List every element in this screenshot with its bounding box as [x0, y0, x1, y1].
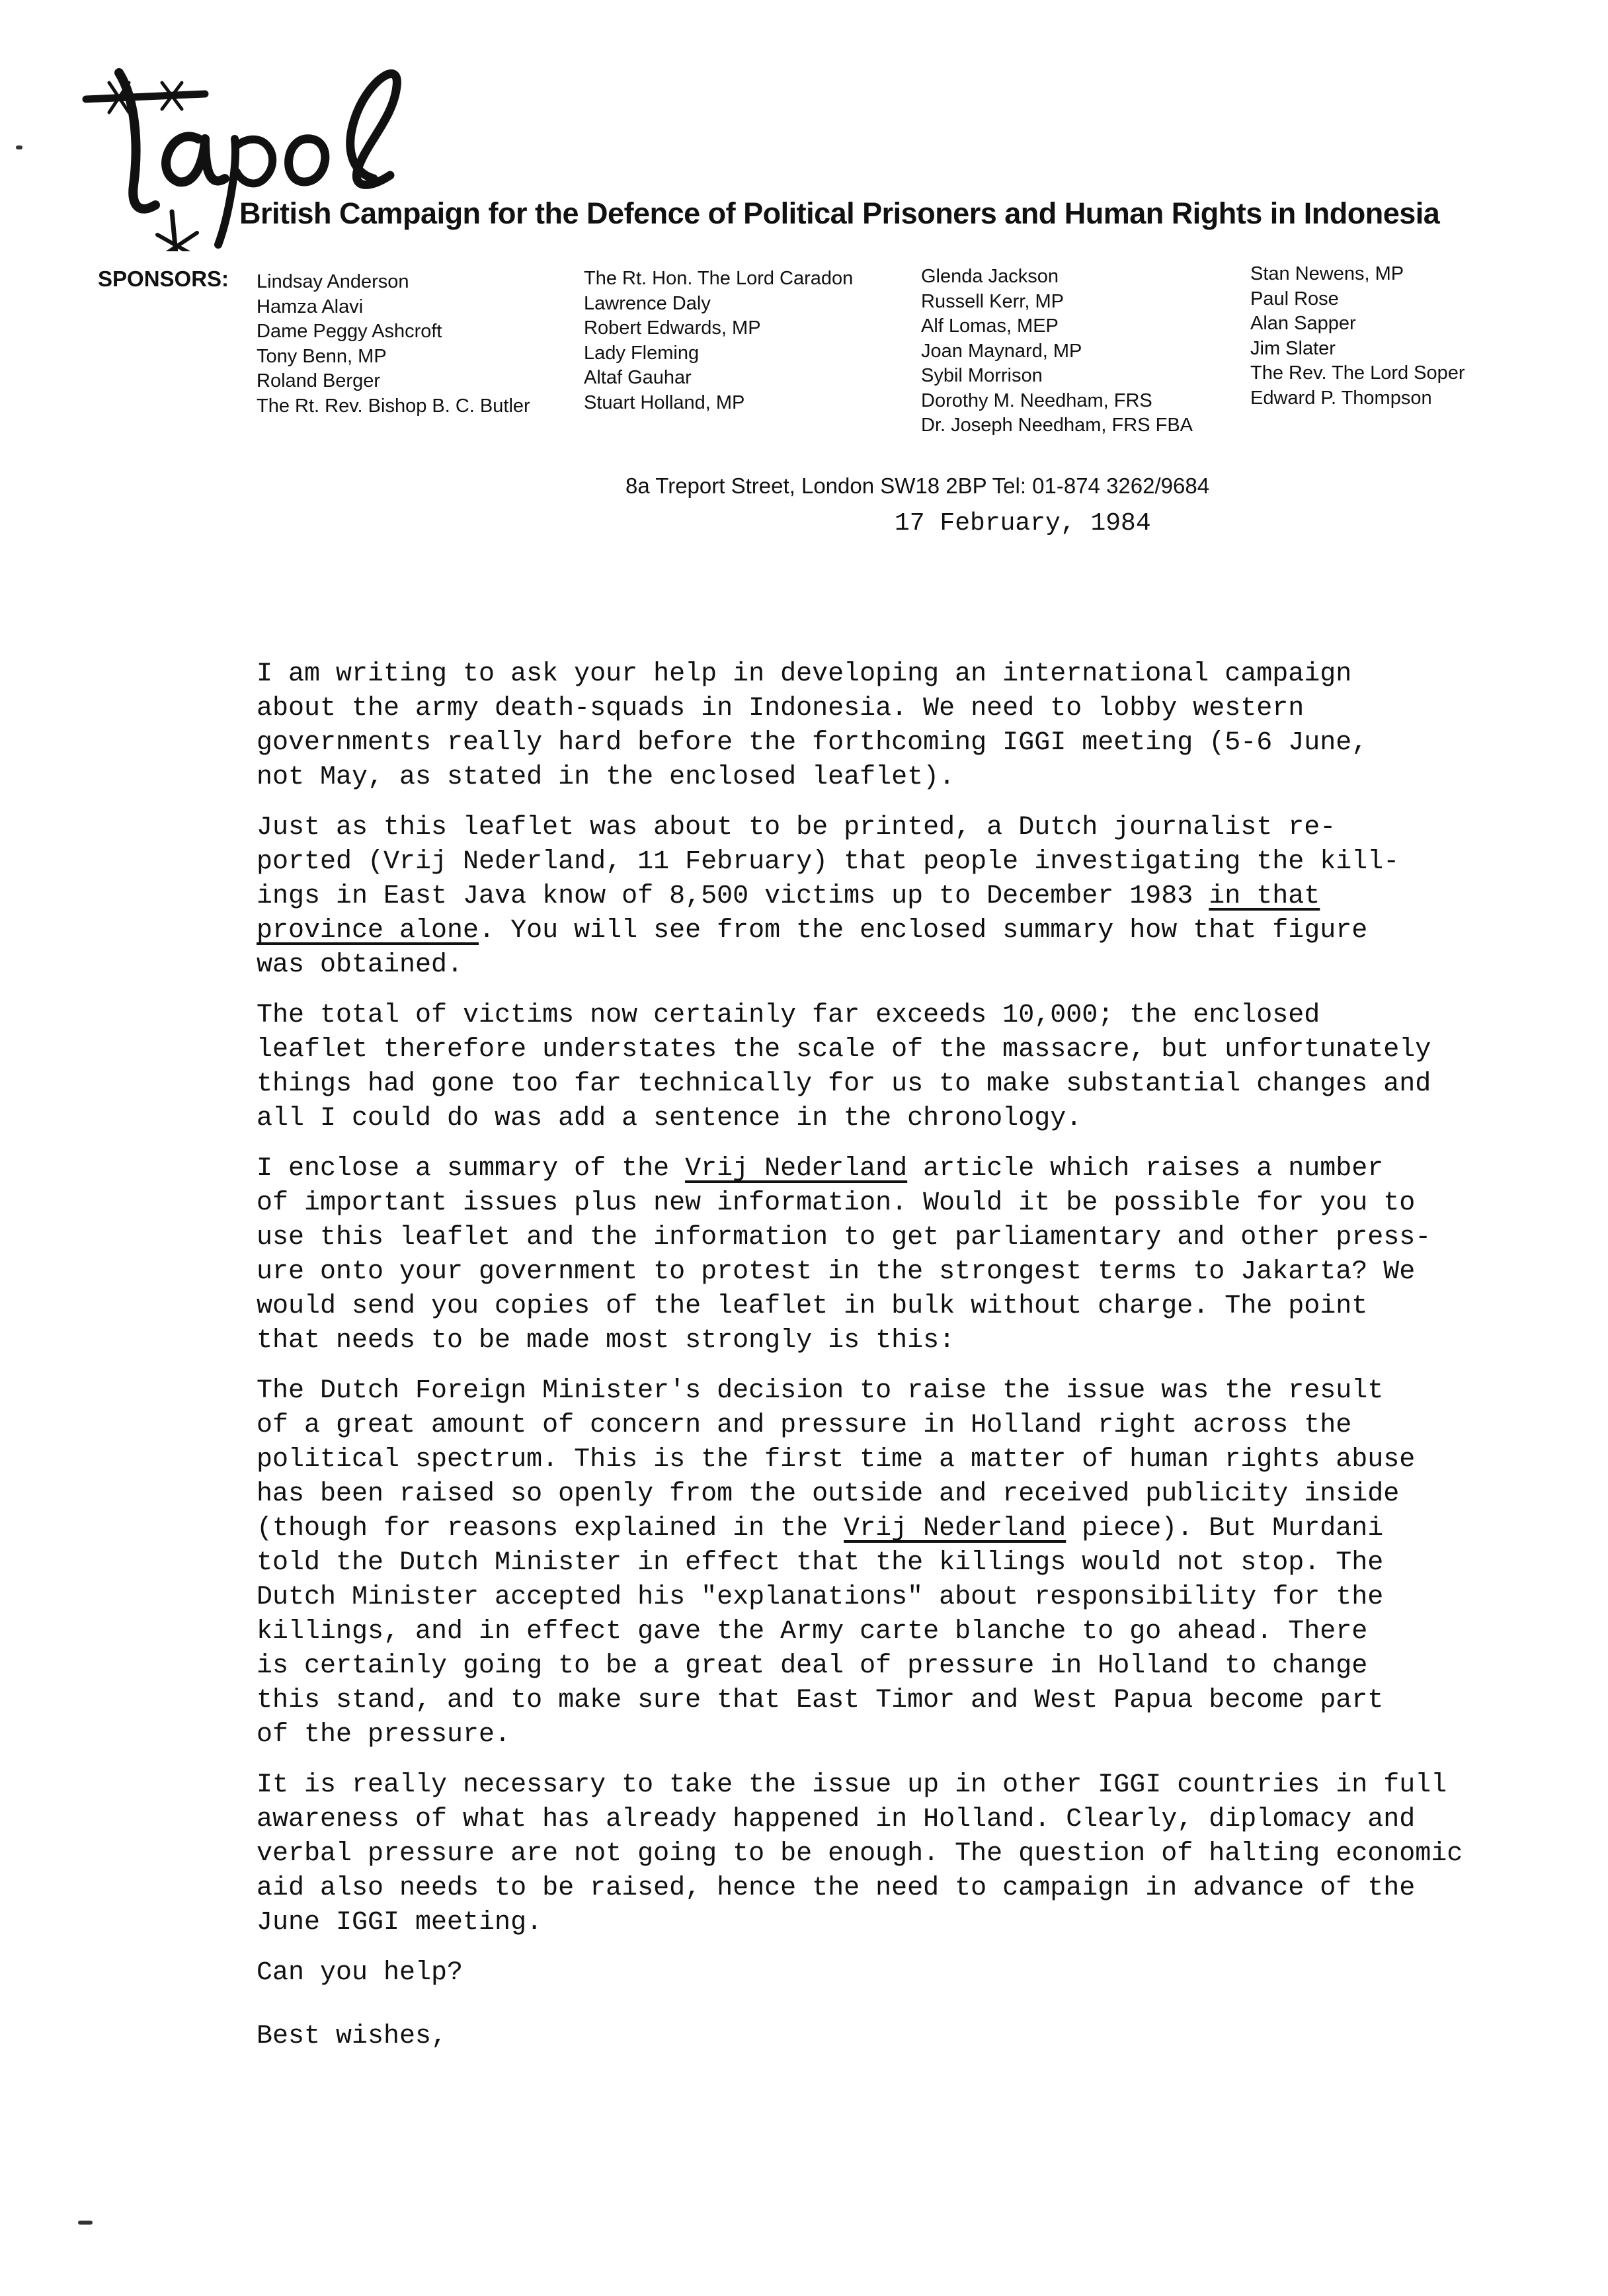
sponsor-name: Russell Kerr, MP: [921, 290, 1064, 312]
text-line: of a great amount of concern and pressure in Holland right across the: [257, 1411, 1352, 1440]
sponsor-column-2: [584, 266, 853, 415]
text-line: would send you copies of the leaflet in bulk without charge. The point: [257, 1292, 1368, 1321]
sponsor-name: Lindsay Anderson: [257, 271, 409, 292]
text-line: all I could do was add a sentence in the chronology.: [257, 1104, 1082, 1133]
underlined-text: in that: [1209, 882, 1320, 911]
sponsor-name: Sybil Morrison: [921, 365, 1043, 386]
text-line: things had gone too far technically for us to make substantial changes and: [257, 1069, 1431, 1099]
text-line: not May, as stated in the enclosed leaflet).: [257, 762, 955, 792]
sponsor-name: Stan Newens, MP: [1250, 263, 1404, 284]
text-span: I enclose a summary of the: [257, 1154, 686, 1184]
text-span: ings in East Java know of 8,500 victims up to December 1983: [257, 882, 1209, 911]
text-line: killings, and in effect gave the Army carte blanche to go ahead. There: [257, 1617, 1368, 1647]
sponsor-name: Joan Maynard, MP: [921, 340, 1082, 362]
organization-subtitle: British Campaign for the Defence of Political Prisoners and Human Rights in Indonesia: [239, 196, 1440, 230]
text-line: Dutch Minister accepted his "explanations" about responsibility for the: [257, 1582, 1384, 1612]
paragraph-2: [257, 811, 1519, 983]
underlined-text: Vrij Nederland: [844, 1514, 1066, 1543]
letter-body: [257, 657, 1519, 2083]
sponsor-name: Dame Peggy Ashcroft: [257, 321, 442, 342]
sponsor-name: Alan Sapper: [1250, 313, 1356, 334]
paragraph-3: [257, 999, 1519, 1136]
sponsor-name: Altaf Gauhar: [584, 367, 692, 388]
text-line: political spectrum. This is the first time a matter of human rights abuse: [257, 1445, 1416, 1475]
text-line: [257, 1512, 1519, 1546]
text-line: Just as this leaflet was about to be printed, a Dutch journalist re-: [257, 813, 1336, 842]
text-line: governments really hard before the forthcoming IGGI meeting (5-6 June,: [257, 728, 1368, 758]
sponsor-name: Stuart Holland, MP: [584, 391, 745, 413]
sponsor-name: Dorothy M. Needham, FRS: [921, 390, 1152, 411]
text-line: June IGGI meeting.: [257, 1908, 543, 1938]
sponsor-name: Tony Benn, MP: [257, 345, 387, 367]
sponsor-name: The Rt. Hon. The Lord Caradon: [584, 268, 854, 289]
paragraph-4: [257, 1152, 1519, 1358]
text-line: of important issues plus new information. Would it be possible for you to: [257, 1188, 1416, 1218]
signoff: Best wishes,: [257, 2022, 448, 2051]
sponsor-name: Robert Edwards, MP: [584, 317, 761, 339]
sponsor-name: The Rev. The Lord Soper: [1250, 362, 1465, 384]
text-line: about the army death-squads in Indonesia. We need to lobby western: [257, 694, 1305, 723]
sponsor-name: Paul Rose: [1250, 288, 1339, 309]
closing-question: Can you help?: [257, 1958, 463, 1988]
text-line: use this leaflet and the information to get parliamentary and other press-: [257, 1223, 1431, 1252]
letter-date: 17 February, 1984: [895, 509, 1151, 538]
text-line: this stand, and to make sure that East Timor and West Papua become part: [257, 1686, 1384, 1715]
text-line: It is really necessary to take the issue up in other IGGI countries in full: [257, 1770, 1447, 1800]
text-line: [257, 914, 1519, 948]
text-line: awareness of what has already happened in Holland. Clearly, diplomacy and: [257, 1805, 1416, 1834]
text-span: article which raises a number: [907, 1154, 1384, 1184]
paragraph-1: [257, 657, 1519, 795]
text-line: aid also needs to be raised, hence the need to campaign in advance of the: [257, 1873, 1416, 1903]
sponsor-column-3: [921, 265, 1193, 438]
text-line: has been raised so openly from the outside and received publicity inside: [257, 1479, 1400, 1509]
sponsor-name: Dr. Joseph Needham, FRS FBA: [921, 415, 1193, 436]
underlined-text: province alone: [257, 916, 479, 946]
text-line: that needs to be made most strongly is this:: [257, 1326, 955, 1356]
text-line: leaflet therefore understates the scale of the massacre, but unfortunately: [257, 1035, 1431, 1065]
scan-speck: [78, 2221, 93, 2225]
text-span: (though for reasons explained in the: [257, 1514, 844, 1543]
sponsor-column-4: [1250, 262, 1465, 411]
address-line: 8a Treport Street, London SW18 2BP Tel: 01-874 3262/9684: [625, 473, 1210, 498]
sponsor-column-1: [257, 270, 530, 419]
sponsor-name: Glenda Jackson: [921, 266, 1059, 287]
scan-speck: [16, 145, 22, 149]
sponsor-name: The Rt. Rev. Bishop B. C. Butler: [257, 395, 530, 417]
text-span: piece). But Murdani: [1066, 1514, 1384, 1543]
text-line: told the Dutch Minister in effect that the killings would not stop. The: [257, 1548, 1384, 1578]
text-line: [257, 1152, 1519, 1186]
sponsor-name: Lady Fleming: [584, 342, 700, 364]
text-line: I am writing to ask your help in developing an international campaign: [257, 659, 1352, 689]
text-line: ure onto your government to protest in the strongest terms to Jakarta? We: [257, 1257, 1416, 1287]
sponsor-name: Jim Slater: [1250, 337, 1336, 359]
sponsor-name: Lawrence Daly: [584, 292, 711, 314]
text-line: of the pressure.: [257, 1720, 511, 1750]
text-line: The Dutch Foreign Minister's decision to raise the issue was the result: [257, 1376, 1384, 1406]
underlined-text: Vrij Nederland: [685, 1154, 908, 1184]
text-span: . You will see from the enclosed summary how that figure: [479, 916, 1368, 946]
text-line: verbal pressure are not going to be enough. The question of halting economic: [257, 1839, 1463, 1869]
text-line: [257, 880, 1519, 914]
sponsor-name: Hamza Alavi: [257, 296, 364, 317]
sponsors-label: SPONSORS:: [98, 266, 229, 291]
paragraph-6: [257, 1768, 1519, 1940]
sponsor-name: Alf Lomas, MEP: [921, 315, 1059, 337]
text-line: was obtained.: [257, 950, 463, 980]
sponsor-name: Edward P. Thompson: [1250, 387, 1432, 409]
text-line: ported (Vrij Nederland, 11 February) that people investigating the kill-: [257, 847, 1400, 877]
text-line: is certainly going to be a great deal of pressure in Holland to change: [257, 1651, 1368, 1681]
paragraph-5: [257, 1374, 1519, 1752]
sponsor-name: Roland Berger: [257, 370, 380, 391]
text-line: The total of victims now certainly far exceeds 10,000; the enclosed: [257, 1001, 1320, 1030]
